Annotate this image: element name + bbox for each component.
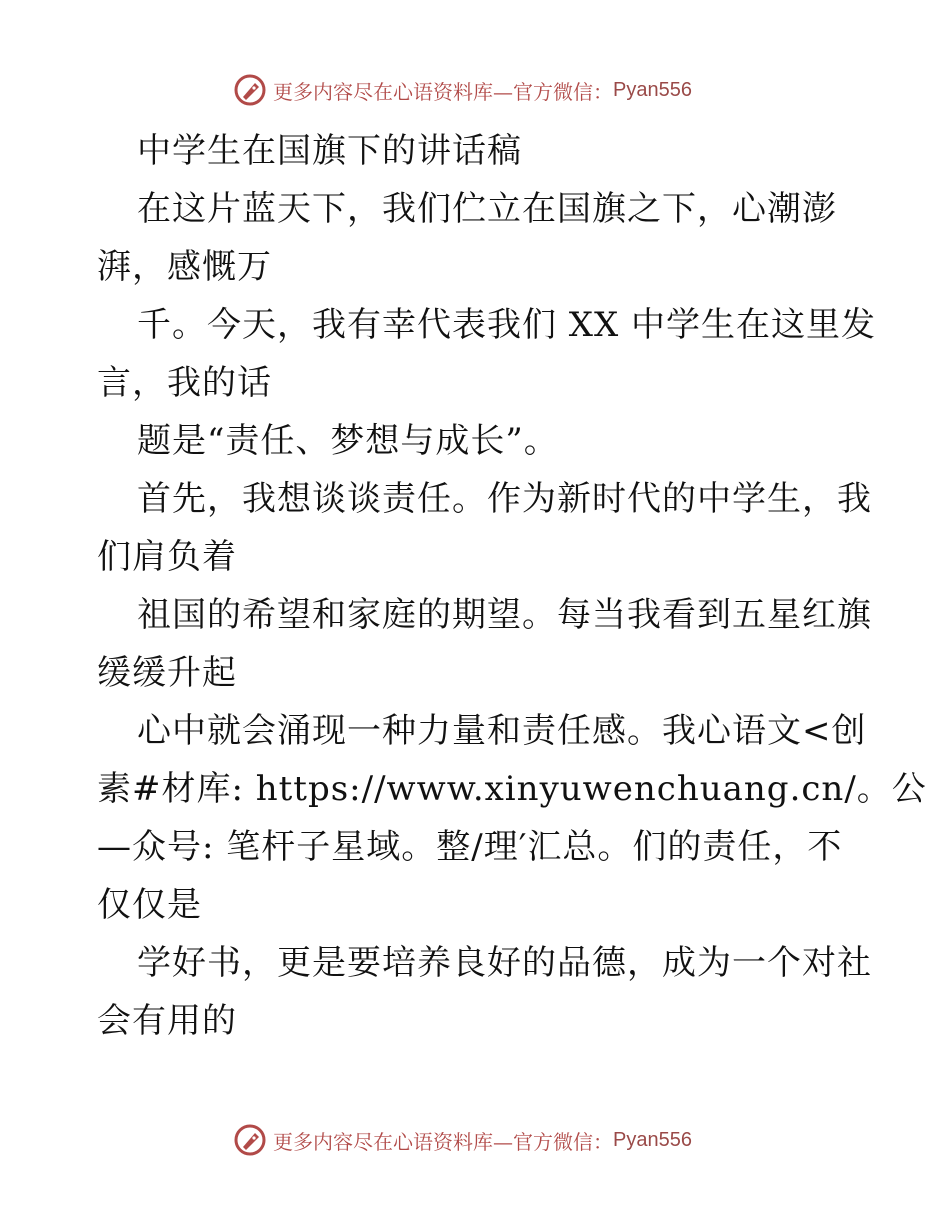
paragraph-line: 会有用的 xyxy=(97,1001,237,1041)
watermark-handle: Pyan556 xyxy=(613,78,692,101)
footer-watermark xyxy=(233,1120,753,1160)
paragraph-line: 祖国的希望和家庭的期望。每当我看到五星红旗 xyxy=(137,595,872,635)
paragraph-line: 湃，感慨万 xyxy=(97,247,272,287)
pen-nib-circle-icon xyxy=(233,73,267,107)
paragraph-line: 学好书，更是要培养良好的品德，成为一个对社 xyxy=(137,943,872,983)
header-watermark xyxy=(233,70,753,110)
watermark-text: 更多内容尽在心语资料库—官方微信： xyxy=(273,1129,613,1154)
paragraph-line: —众号: 笔杆子星域。整/理′汇总。们的责任，不 xyxy=(97,827,843,867)
paragraph-line: 首先，我想谈谈责任。作为新时代的中学生，我 xyxy=(137,479,872,519)
paragraph-line: 心中就会涌现一种力量和责任感。我心语文<创 xyxy=(137,711,867,751)
paragraph-line: 在这片蓝天下，我们伫立在国旗之下，心潮澎 xyxy=(137,189,837,229)
paragraph-line: 千。今天，我有幸代表我们 XX 中学生在这里发 xyxy=(137,305,877,345)
paragraph-line: 素#材库: https://www.xinyuwenchuang.cn/。公 xyxy=(97,769,927,809)
document-title: 中学生在国旗下的讲话稿 xyxy=(137,131,522,171)
paragraph-line: 缓缓升起 xyxy=(97,653,237,693)
paragraph-line: 们肩负着 xyxy=(97,537,237,577)
watermark-handle: Pyan556 xyxy=(613,1128,692,1151)
document-body xyxy=(97,122,927,1050)
paragraph-line: 仅仅是 xyxy=(97,885,202,925)
paragraph-line: 题是“责任、梦想与成长”。 xyxy=(137,421,559,461)
watermark-text: 更多内容尽在心语资料库—官方微信： xyxy=(273,79,613,104)
pen-nib-circle-icon xyxy=(233,1123,267,1157)
paragraph-line: 言，我的话 xyxy=(97,363,272,403)
